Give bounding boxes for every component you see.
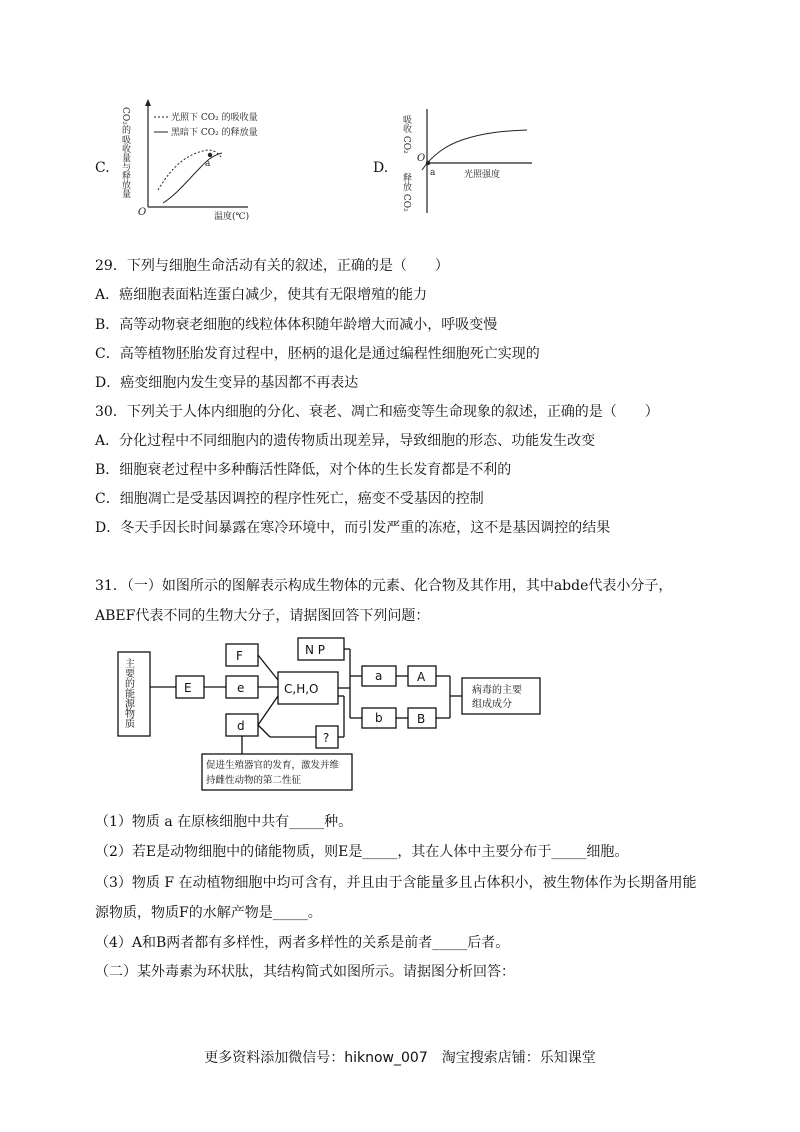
graph-d-y-down: 释放 CO₂ <box>401 173 411 212</box>
diagram-d: d <box>237 719 245 733</box>
graph-d <box>392 105 542 220</box>
diagram-A: A <box>417 670 426 684</box>
diagram-B: B <box>417 712 426 726</box>
graph-d-curve <box>422 130 527 170</box>
q29-stem: 29．下列与细胞生命活动有关的叙述，正确的是（ ） <box>95 258 449 274</box>
q30-option-c: C．细胞凋亡是受基因调控的程序性死亡，癌变不受基因的控制 <box>95 491 484 507</box>
graph-d-y-up: 吸收 CO₂ <box>401 115 411 154</box>
graph-c-ylabel-chem: CO₂的 <box>120 107 130 134</box>
diagram-energy-text: 主要的能源物质 <box>122 658 134 728</box>
diagram-virus-line2: 组成成分 <box>472 699 512 710</box>
graph-c-point <box>208 153 212 157</box>
q31-diagram <box>110 636 550 796</box>
q29-option-b: B．高等动物衰老细胞的线粒体体积随年龄增大而减小，呼吸变慢 <box>95 317 498 333</box>
graph-c-solid-curve <box>163 153 222 203</box>
graph-c-legend-dashed: 光照下 CO₂ 的吸收量 <box>171 113 258 123</box>
graph-d-point <box>426 161 430 165</box>
graph-c-legend-solid: 黑暗下 CO₂ 的释放量 <box>171 128 258 138</box>
q31-part2: （二）某外毒素为环状肽，其结构简式如图所示。请据图分析回答： <box>95 964 515 980</box>
graph-c-origin: O <box>138 207 147 218</box>
diagram-F: F <box>236 649 243 663</box>
graph-d-origin: O <box>417 153 426 164</box>
diagram-virus-line1: 病毒的主要 <box>472 685 522 696</box>
diagram-CHO: C,H,O <box>284 682 319 696</box>
graph-c-point-label: a <box>205 159 211 169</box>
option-c-label: C. <box>95 160 110 176</box>
q30-option-d: D．冬天手因长时间暴露在寒冷环境中，而引发严重的冻疮，这不是基因调控的结果 <box>95 520 611 536</box>
q31-sub2: （2）若E是动物细胞中的储能物质，则E是_____，其在人体中主要分布于_____细胞。 <box>95 844 629 860</box>
q31-sub4: （4）A和B两者都有多样性，两者多样性的关系是前者_____后者。 <box>95 935 510 951</box>
graph-d-point-label: a <box>430 168 436 178</box>
q31-sub3-line2: 源物质，物质F的水解产物是_____。 <box>95 905 322 921</box>
diagram-hormone-line1: 促进生殖器官的发育，激发并维 <box>206 760 340 771</box>
option-d-label: D. <box>373 160 389 176</box>
footer: 更多资料添加微信号：hiknow_007 淘宝搜索店铺：乐知课堂 <box>204 1050 596 1066</box>
q29-option-d: D．癌变细胞内发生变异的基因都不再表达 <box>95 375 359 391</box>
diagram-NP: N P <box>305 643 326 657</box>
q31-intro-line2: ABEF代表不同的生物大分子，请据图回答下列问题： <box>95 608 430 624</box>
q31-sub3-line1: （3）物质 F 在动植物细胞中均可含有，并且由于含能量多且占体积小，被生物体作为长期备用能 <box>95 875 697 891</box>
graph-d-xlabel: 光照强度 <box>464 170 501 180</box>
diagram-hormone-line2: 持雌性动物的第二性征 <box>206 775 302 786</box>
graph-c <box>118 95 278 225</box>
q31-intro-line1: 31．（一）如图所示的图解表示构成生物体的元素、化合物及其作用，其中abde代表小分子， <box>95 578 673 594</box>
q30-stem: 30．下列关于人体内细胞的分化、衰老、凋亡和癌变等生命现象的叙述，正确的是（ ） <box>95 404 659 420</box>
diagram-E: E <box>184 681 192 695</box>
q29-option-a: A．癌细胞表面粘连蛋白减少，使其有无限增殖的能力 <box>95 287 428 303</box>
q31-sub1: （1）物质 a 在原核细胞中共有_____种。 <box>95 814 353 830</box>
q29-option-c: C．高等植物胚胎发育过程中，胚柄的退化是通过编程性细胞死亡实现的 <box>95 346 540 362</box>
graph-c-ylabel: 吸收量与释放量 <box>120 135 130 198</box>
diagram-question: ? <box>323 731 330 745</box>
graph-c-xlabel: 温度(℃) <box>214 212 250 222</box>
q30-option-b: B．细胞衰老过程中多种酶活性降低，对个体的生长发育都是不利的 <box>95 462 512 478</box>
diagram-e: e <box>237 681 245 695</box>
q30-option-a: A．分化过程中不同细胞内的遗传物质出现差异，导致细胞的形态、功能发生改变 <box>95 433 596 449</box>
diagram-a: a <box>375 669 383 683</box>
diagram-b: b <box>375 711 383 725</box>
